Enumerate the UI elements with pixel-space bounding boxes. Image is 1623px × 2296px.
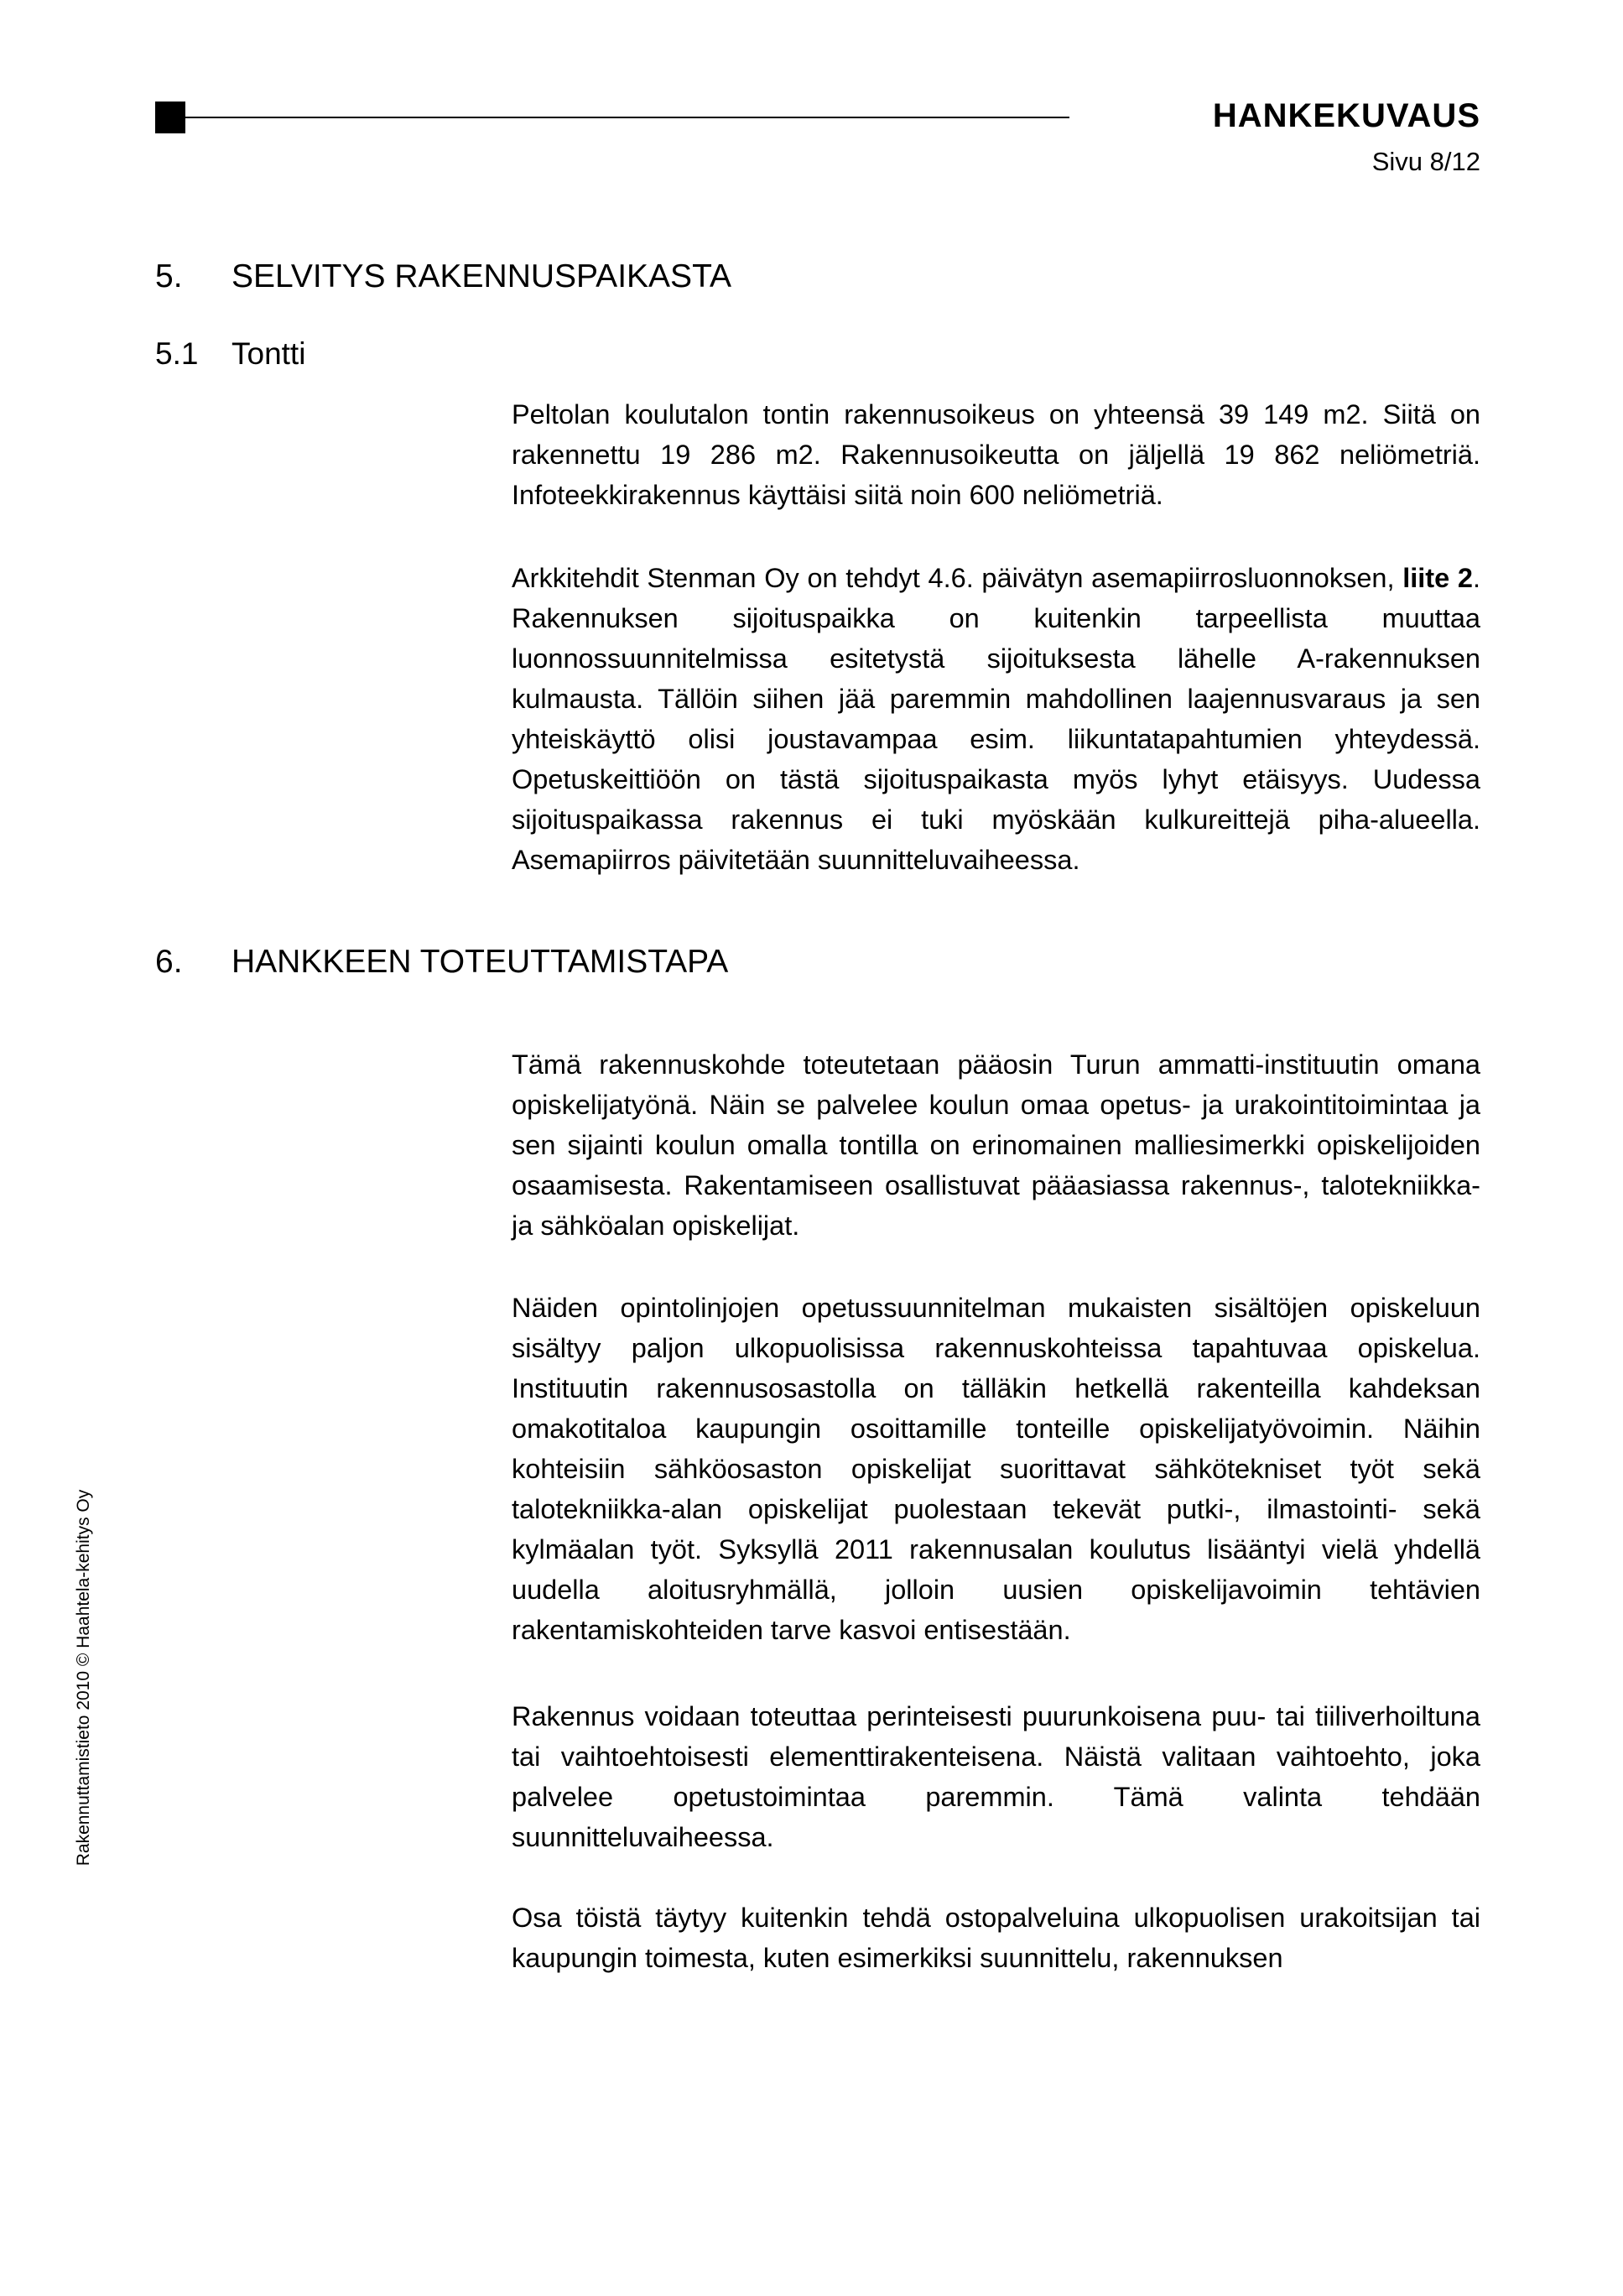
section-5-heading [155, 258, 731, 295]
document-title: HANKEKUVAUS [1212, 97, 1480, 134]
header-logo-square [155, 102, 185, 133]
header-rule [185, 117, 1069, 118]
section-6-number: 6. [155, 944, 183, 980]
section-5-paragraph-2 [512, 558, 1480, 880]
section-5-1-title: Tontti [231, 336, 306, 371]
section-6-title: HANKKEEN TOTEUTTAMISTAPA [231, 944, 729, 980]
p2-text-before: Arkkitehdit Stenman Oy on tehdyt 4.6. päivätyn asemapiirrosluonnoksen, [512, 563, 1403, 593]
section-5-title: SELVITYS RAKENNUSPAIKASTA [231, 258, 732, 294]
section-6-paragraph-2: Näiden opintolinjojen opetussuunnitelman mukaisten sisältöjen opiskeluun sisältyy paljon ulkopuolisissa rakennuskohteissa tapahtuvaa opiskelua. Instituutin rakennusosastolla on tälläkin hetkellä rakenteilla kahdeksan omakotitaloa kaupungin osoittamille tonteille opiskelijatyövoimin. Näihin kohteisiin sähköosaston opiskelijat suorittavat sähkötekniset työt sekä talotekniikka-alan opiskelijat puolestaan tekevät putki-, ilmastointi- sekä kylmäalan työt. Syksyllä 2011 rakennusalan koulutus lisääntyi vielä yhdellä uudella aloitusryhmällä, jolloin uusien opiskelijavoimin tehtävien rakentamiskohteiden tarve kasvoi entisestään. [512, 1293, 1480, 1645]
section-5-number: 5. [155, 258, 183, 294]
section-5-paragraph-1: Peltolan koulutalon tontin rakennusoikeus on yhteensä 39 149 m2. Siitä on rakennettu 19 286 m2. Rakennusoikeutta on jäljellä 19 862 neliömetriä. Infoteekkirakennus käyttäisi siitä noin 600 neliömetriä. [512, 399, 1480, 510]
section-6-heading [155, 944, 728, 981]
section-6-paragraph-3: Rakennus voidaan toteuttaa perinteisesti puurunkoisena puu- tai tiiliverhoiltuna tai vaihtoehtoisesti elementtirakenteisena. Näistä valitaan vaihtoehto, joka palvelee opetustoimintaa paremmin. Tämä valinta tehdään suunnitteluvaiheessa. [512, 1701, 1480, 1852]
copyright-sidebar: Rakennuttamistieto 2010 © Haahtela-kehitys Oy [74, 1489, 93, 1866]
attachment-reference: liite 2 [1402, 563, 1473, 593]
section-6-paragraph-4: Osa töistä täytyy kuitenkin tehdä ostopalveluina ulkopuolisen urakoitsijan tai kaupungin toimesta, kuten esimerkiksi suunnittelu, rakennuksen [512, 1903, 1480, 1973]
section-5-1-heading [155, 336, 305, 372]
p2-text-after: . Rakennuksen sijoituspaikka on kuitenkin tarpeellista muuttaa luonnossuunnitelmissa esitetystä sijoituksesta lähelle A-rakennuksen kulmausta. Tällöin siihen jää paremmin mahdollinen laajennusvaraus ja sen yhteiskäyttö olisi joustavampaa esim. liikuntatapahtumien yhteydessä. Opetuskeittiöön on tästä sijoituspaikasta myös lyhyt etäisyys. Uudessa sijoituspaikassa rakennus ei tuki myöskään kulkureittejä piha-alueella. Asemapiirros päivitetään suunnitteluvaiheessa. [512, 563, 1480, 875]
section-6-paragraph-1: Tämä rakennuskohde toteutetaan pääosin Turun ammatti-instituutin omana opiskelijatyönä. Näin se palvelee koulun omaa opetus- ja urakointitoimintaa ja sen sijainti koulun omalla tontilla on erinomainen malliesimerkki opiskelijoiden osaamisesta. Rakentamiseen osallistuvat pääasiassa rakennus-, talotekniikka- ja sähköalan opiskelijat. [512, 1049, 1480, 1241]
page-number: Sivu 8/12 [1371, 147, 1480, 176]
section-5-1-number: 5.1 [155, 336, 199, 371]
